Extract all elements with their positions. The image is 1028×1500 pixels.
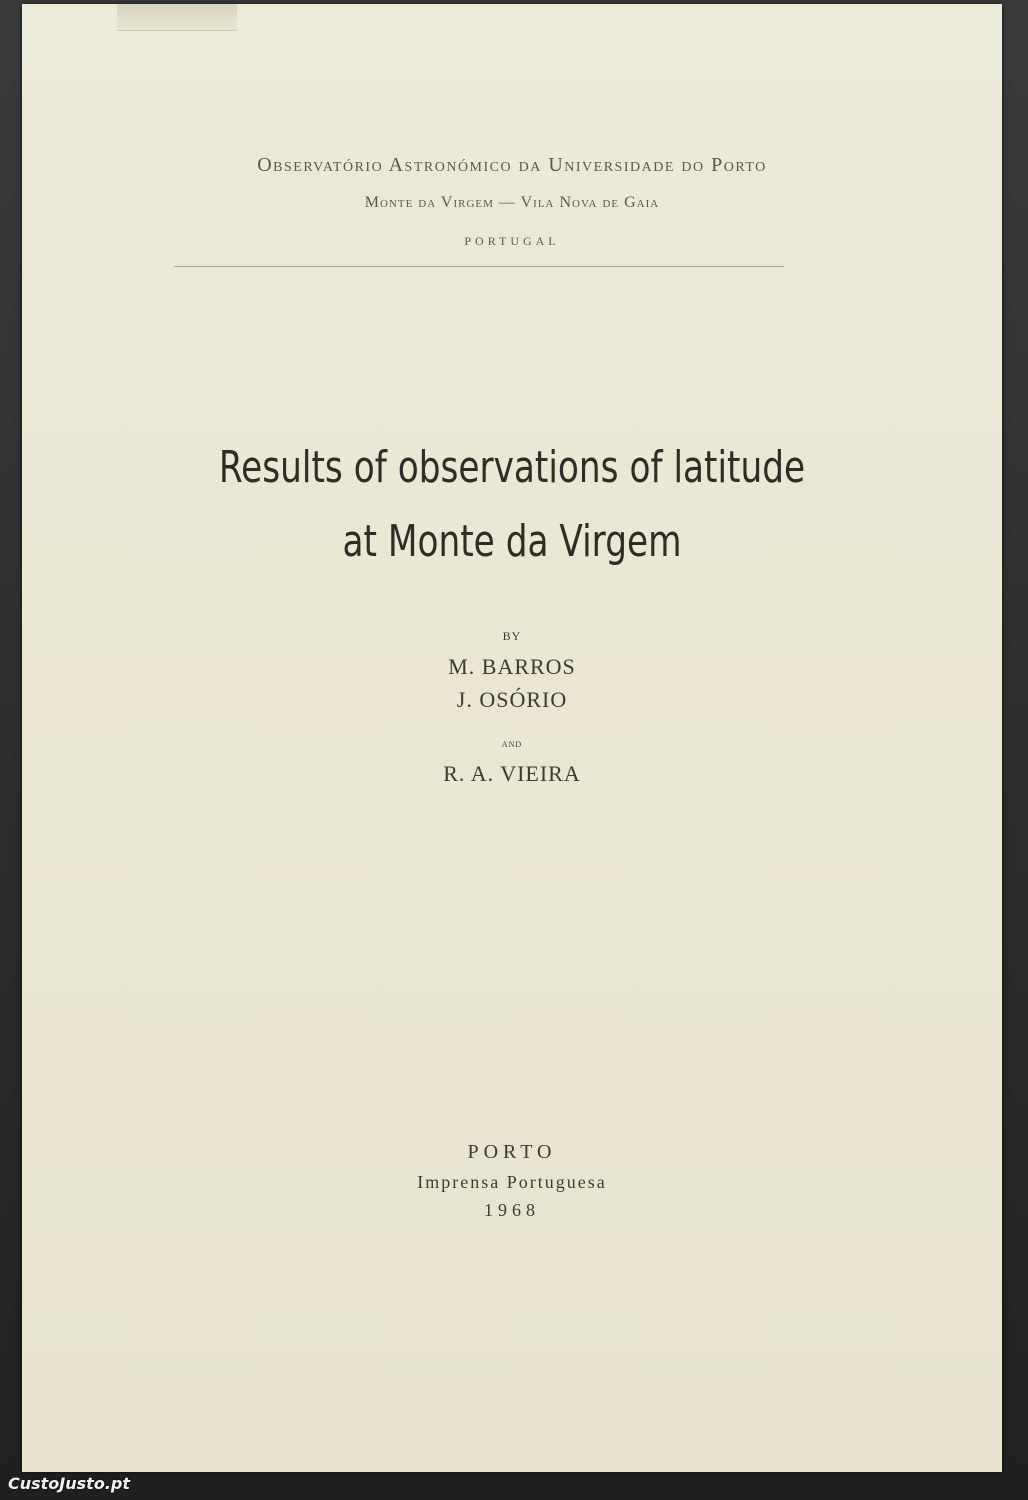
institution-country: PORTUGAL xyxy=(464,234,560,248)
and-label: and xyxy=(501,736,523,750)
document-page xyxy=(22,4,1002,1472)
publication-year: 1968 xyxy=(484,1200,540,1220)
by-label: BY xyxy=(502,629,522,643)
institution-location: Monte da Virgem — Vila Nova de Gaia xyxy=(364,194,660,211)
institution-name: Observatório Astronómico da Universidade do Porto xyxy=(257,154,767,176)
author-barros: M. BARROS xyxy=(448,654,576,679)
publisher-city: PORTO xyxy=(467,1141,557,1163)
publisher-press: Imprensa Portuguesa xyxy=(417,1172,607,1192)
paper-crease xyxy=(117,4,237,31)
author-vieira: R. A. VIEIRA xyxy=(443,761,581,786)
title-line-2: at Monte da Virgem xyxy=(342,516,682,567)
author-osorio: J. OSÓRIO xyxy=(456,687,568,712)
title-line-1: Results of observations of latitude xyxy=(218,442,806,493)
header-divider xyxy=(174,266,784,267)
site-watermark: CustoJusto.pt xyxy=(8,1474,130,1493)
